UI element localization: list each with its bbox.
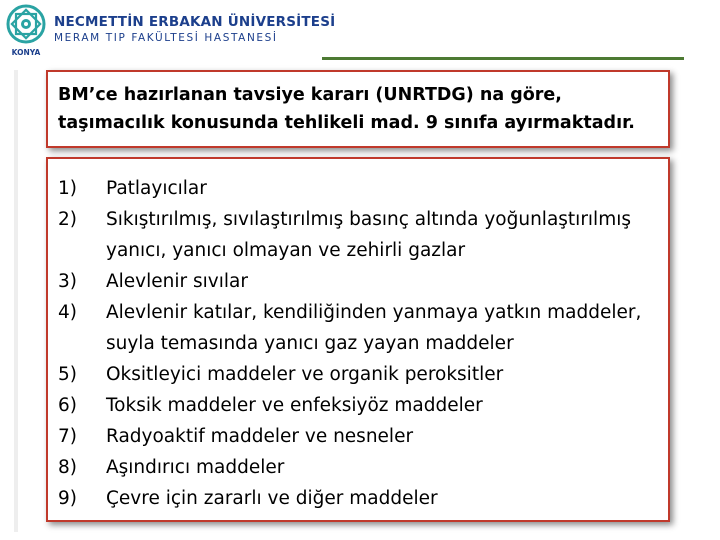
list-item — [58, 390, 666, 421]
item-text: Toksik maddeler ve enfeksiyöz maddeler — [106, 395, 483, 416]
header — [0, 0, 720, 62]
seal-icon — [8, 6, 44, 42]
item-number: 7) — [58, 426, 77, 447]
title-line-1: BM’ce hazırlanan tavsiye kararı (UNRTDG) na göre, — [58, 85, 562, 105]
item-text: Radyoaktif maddeler ve nesneler — [106, 426, 414, 447]
left-accent-bar — [14, 70, 18, 532]
item-number: 3) — [58, 271, 77, 292]
title-line-2: taşımacılık konusunda tehlikeli mad. 9 sınıfa ayırmaktadır. — [58, 113, 635, 133]
content-box — [46, 157, 670, 522]
item-text: Patlayıcılar — [106, 178, 207, 199]
item-text: Sıkıştırılmış, sıvılaştırılmış basınç altında yoğunlaştırılmış yanıcı, yanıcı olmayan ve zehirli gazlar — [106, 209, 632, 261]
university-logo — [4, 2, 48, 60]
item-text: Çevre için zararlı ve diğer maddeler — [106, 488, 438, 509]
hazard-class-list — [58, 173, 666, 514]
item-text: Oksitleyici maddeler ve organik peroksitler — [106, 364, 504, 385]
item-number: 5) — [58, 364, 77, 385]
list-item — [58, 297, 666, 359]
header-rule — [322, 57, 684, 60]
institution-name: NECMETTİN ERBAKAN ÜNİVERSİTESİ — [54, 14, 336, 30]
list-item — [58, 173, 666, 204]
item-number: 4) — [58, 302, 77, 323]
list-item — [58, 421, 666, 452]
item-text: Alevlenir sıvılar — [106, 271, 248, 292]
logo-caption: KONYA — [11, 48, 41, 57]
slide-title — [58, 81, 666, 137]
item-number: 2) — [58, 209, 77, 230]
item-number: 8) — [58, 457, 77, 478]
title-box — [46, 70, 670, 148]
item-text: Aşındırıcı maddeler — [106, 457, 285, 478]
list-item — [58, 452, 666, 483]
institution-subtitle: MERAM TIP FAKÜLTESİ HASTANESİ — [54, 32, 278, 44]
list-item — [58, 483, 666, 514]
list-item — [58, 359, 666, 390]
list-item — [58, 204, 666, 266]
item-number: 9) — [58, 488, 77, 509]
item-number: 6) — [58, 395, 77, 416]
list-item — [58, 266, 666, 297]
item-number: 1) — [58, 178, 77, 199]
item-text: Alevlenir katılar, kendiliğinden yanmaya yatkın maddeler, suyla temasında yanıcı gaz yayan maddeler — [106, 302, 642, 354]
